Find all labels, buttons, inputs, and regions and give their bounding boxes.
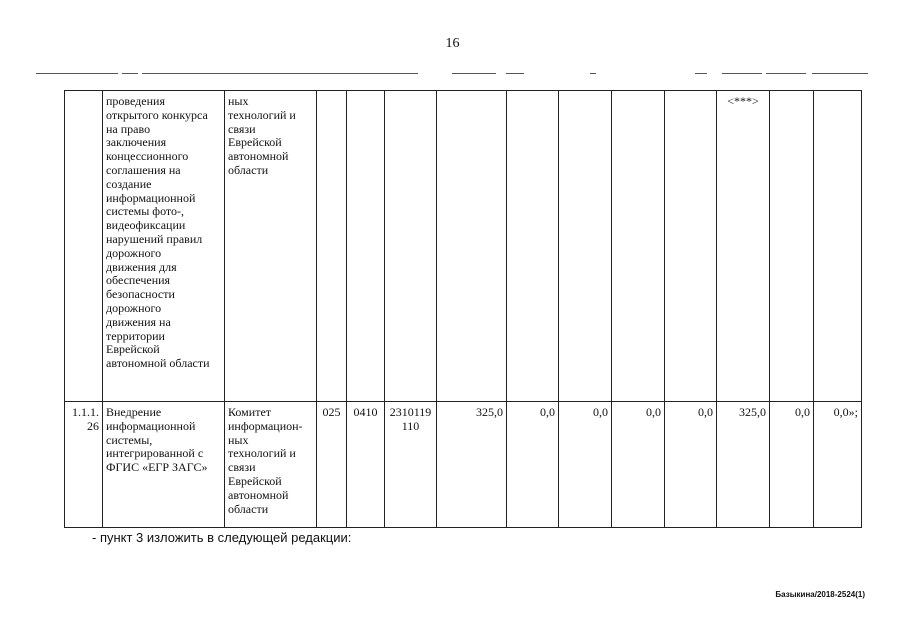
document-code: Базыкина/2018-2524(1) [775, 590, 865, 599]
total-cell [437, 91, 507, 402]
year-cell [559, 91, 612, 402]
year-cell: 0,0 [612, 402, 665, 528]
header-rule [590, 73, 596, 74]
year-cell [612, 91, 665, 402]
header-rule [812, 73, 868, 74]
year-cell [665, 91, 717, 402]
year-cell: 325,0 [717, 402, 770, 528]
year-cell: 0,0 [507, 402, 559, 528]
amendment-note: - пункт 3 изложить в следующей редакции: [92, 530, 352, 545]
year-cell [770, 91, 814, 402]
csr-cell: 2310119 110 [385, 402, 437, 528]
header-rule [142, 73, 418, 74]
measure-name-cell: Внедрение информационной системы, интегрированной с ФГИС «ЕГР ЗАГС» [103, 402, 225, 528]
header-rule [506, 73, 524, 74]
rzpr-cell: 0410 [347, 402, 385, 528]
total-cell: 325,0 [437, 402, 507, 528]
year-cell: 0,0 [665, 402, 717, 528]
header-rule [122, 73, 138, 74]
year-cell: 0,0 [770, 402, 814, 528]
executor-cell: ных технологий и связи Еврейской автономной области [225, 91, 317, 402]
table-row [65, 402, 862, 528]
measure-name-cell: проведения открытого конкурса на право заключения концессионного соглашения на создание информационной системы фото-, видеофиксации нарушений правил дорожного движения для обеспечения безопасности дорожного движения на территории Еврейской автономной области [103, 91, 225, 402]
header-rule [722, 73, 762, 74]
header-rule [36, 73, 118, 74]
table-row [65, 91, 862, 402]
header-rule [452, 73, 496, 74]
grbs-cell: 025 [317, 402, 347, 528]
year-cell [507, 91, 559, 402]
budget-table-wrapper [64, 90, 862, 528]
grbs-cell [317, 91, 347, 402]
year-cell: 0,0 [559, 402, 612, 528]
year-cell: 0,0»; [814, 402, 862, 528]
budget-table [64, 90, 862, 528]
executor-cell: Комитет информацион- ных технологий и связи Еврейской автономной области [225, 402, 317, 528]
year-cell: <***> [717, 91, 770, 402]
year-cell [814, 91, 862, 402]
page-number: 16 [445, 36, 460, 51]
header-rule [766, 73, 806, 74]
item-number-cell [65, 91, 103, 402]
csr-cell [385, 91, 437, 402]
rzpr-cell [347, 91, 385, 402]
header-rule [695, 73, 707, 74]
item-number-cell: 1.1.1. 26 [65, 402, 103, 528]
